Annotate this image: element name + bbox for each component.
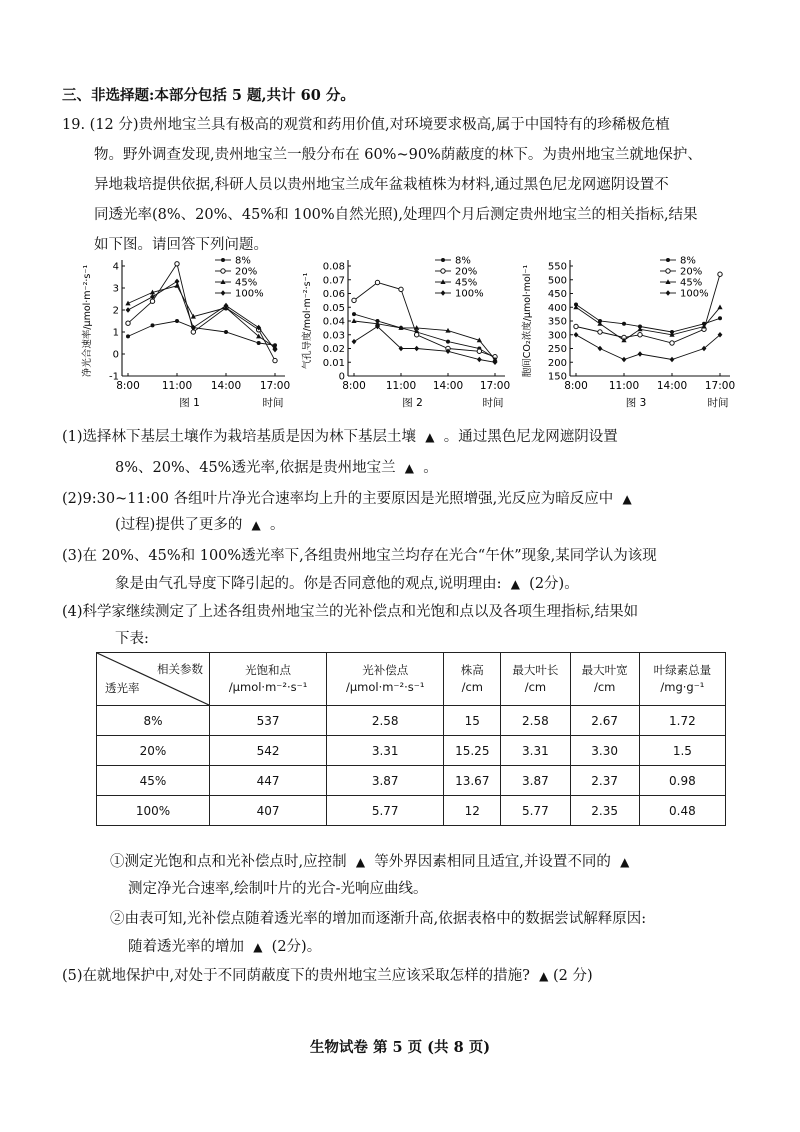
blank-triangle-icon: ▲	[425, 430, 435, 444]
data-point	[638, 351, 643, 357]
x-tick-label: 8:00	[564, 380, 588, 392]
table-cell: 537	[210, 706, 327, 736]
data-point	[446, 340, 450, 344]
table-cell: 3.30	[570, 736, 639, 766]
table-cell: 20%	[97, 736, 210, 766]
q19-line-3: 异地栽培提供依据,科研人员以贵州地宝兰成年盆栽植株为材料,通过黑色尼龙网遮阴设置不	[94, 177, 669, 193]
y-tick-label: -1	[109, 371, 119, 383]
y-tick-label: 3	[112, 283, 119, 295]
x-tick-label: 17:00	[259, 380, 291, 392]
y-tick-label: 250	[547, 344, 567, 355]
data-point	[622, 322, 626, 326]
diag-bottom-label: 透光率	[105, 681, 140, 695]
x-tick-label: 11:00	[385, 380, 417, 392]
data-point	[175, 319, 179, 323]
y-tick-label: 500	[547, 275, 567, 287]
answer-blank[interactable]	[506, 576, 524, 592]
data-point	[191, 330, 195, 334]
series-line	[576, 307, 720, 340]
y-axis-label: 胞间CO₂浓度/μmol·mol⁻¹	[522, 264, 533, 378]
y-tick-label: 200	[547, 357, 567, 369]
table-cell: 2.58	[501, 706, 570, 736]
data-point	[221, 269, 225, 273]
table-cell: 0.98	[639, 766, 725, 796]
q1-line-1	[62, 425, 618, 446]
y-tick-label: 2	[112, 305, 119, 317]
data-point	[441, 269, 445, 273]
chart-title: 图 3	[625, 397, 647, 409]
diag-top-label: 相关参数	[157, 662, 203, 676]
y-axis-label: 气孔导度/mol·m⁻²·s⁻¹	[302, 272, 313, 370]
data-point	[414, 333, 418, 337]
answer-blank[interactable]	[249, 939, 267, 955]
data-point	[224, 330, 228, 334]
legend-label: 20%	[680, 266, 703, 278]
y-tick-label: 0	[338, 371, 345, 383]
q1-text-c: 8%、20%、45%透光率,依据是贵州地宝兰	[115, 460, 396, 476]
blank-triangle-icon: ▲	[539, 969, 549, 983]
q4-2-line-1: ②由表可知,光补偿点随着透光率的增加而逐渐升高,依据表格中的数据尝试解释原因:	[110, 911, 647, 927]
data-point	[666, 258, 670, 262]
data-point	[638, 333, 642, 337]
legend-label: 8%	[680, 255, 696, 267]
section-title: 三、非选择题:本部分包括 5 题,共计 60 分。	[62, 87, 355, 104]
y-tick-label: 450	[547, 289, 567, 300]
x-tick-label: 14:00	[656, 380, 688, 392]
figure-2	[300, 248, 520, 422]
q3-text-b: 象是由气孔导度下降引起的。你是否同意他的观点,说明理由:	[115, 576, 502, 592]
data-point	[221, 290, 226, 296]
table-row	[97, 796, 726, 826]
legend-label: 45%	[235, 277, 258, 289]
series-line	[128, 321, 275, 345]
data-point	[221, 258, 225, 262]
series-line	[354, 327, 495, 363]
table-cell: 100%	[97, 796, 210, 826]
table-cell: 5.77	[327, 796, 444, 826]
q4-line-2: 下表:	[115, 631, 149, 647]
data-point	[126, 321, 130, 325]
blank-triangle-icon: ▲	[510, 577, 520, 591]
data-point	[670, 341, 674, 345]
q4-1-line-2: 测定净光合速率,绘制叶片的光合-光响应曲线。	[128, 881, 428, 897]
q4-2-text-b: 随着透光率的增加	[128, 939, 244, 955]
q4-1-text-a: ①测定光饱和点和光补偿点时,应控制	[110, 854, 347, 870]
table-header-row	[97, 653, 726, 706]
table-cell: 15.25	[444, 736, 501, 766]
data-point	[414, 346, 419, 352]
y-tick-label: 1	[112, 327, 119, 339]
chart-title: 图 1	[179, 397, 200, 409]
q4-2-line-2	[128, 935, 321, 956]
figure-3	[520, 248, 745, 422]
y-tick-label: 0.05	[322, 302, 345, 314]
answer-blank[interactable]	[616, 854, 630, 870]
blank-triangle-icon: ▲	[622, 492, 632, 506]
legend-label: 20%	[235, 266, 258, 278]
data-point	[718, 316, 722, 320]
data-point	[352, 298, 356, 302]
data-point	[352, 339, 357, 345]
legend-label: 45%	[680, 277, 703, 289]
blank-triangle-icon: ▲	[253, 940, 263, 954]
q3-line-2	[115, 572, 579, 593]
table-cell: 2.37	[570, 766, 639, 796]
x-tick-label: 17:00	[704, 380, 736, 392]
y-tick-label: 0.03	[322, 330, 345, 342]
y-tick-label: 0.08	[322, 261, 345, 273]
data-point	[150, 299, 154, 303]
data-point	[574, 324, 578, 328]
y-tick-label: 400	[547, 302, 567, 314]
table-cell: 12	[444, 796, 501, 826]
q19-line-1: 19. (12 分)贵州地宝兰具有极高的观赏和药用价值,对环境要求极高,属于中国特有的珍稀极危植	[62, 117, 670, 133]
table-cell: 5.77	[501, 796, 570, 826]
q2-line-1	[62, 487, 632, 508]
blank-triangle-icon: ▲	[251, 518, 261, 532]
header-max-leaf-width: 最大叶宽 /cm	[570, 653, 639, 706]
table-row	[97, 736, 726, 766]
q4-line-1: (4)科学家继续测定了上述各组贵州地宝兰的光补偿点和光饱和点以及各项生理指标,结果如	[62, 604, 639, 620]
legend-label: 100%	[455, 288, 484, 300]
blank-triangle-icon: ▲	[620, 855, 630, 869]
q1-text-a: (1)选择林下基层土壤作为栽培基质是因为林下基层土壤	[62, 429, 417, 445]
table-cell: 0.48	[639, 796, 725, 826]
q4-1-line-1	[110, 850, 629, 871]
table-cell: 407	[210, 796, 327, 826]
x-tick-label: 8:00	[116, 380, 140, 392]
y-tick-label: 0.02	[322, 344, 345, 355]
data-point	[477, 349, 481, 353]
table-diagonal-header	[97, 653, 210, 706]
q5-line	[62, 964, 593, 985]
data-point	[717, 304, 722, 309]
q3-line-1: (3)在 20%、45%和 100%透光率下,各组贵州地宝兰均存在光合“午休”现象,某同学认为该现	[62, 548, 657, 564]
blank-triangle-icon: ▲	[404, 461, 415, 475]
q5-text-a: (5)在就地保护中,对处于不同荫蔽度下的贵州地宝兰应该采取怎样的措施?	[62, 968, 530, 984]
data-point	[126, 307, 131, 313]
x-tick-label: 14:00	[432, 380, 464, 392]
data-point	[477, 357, 482, 363]
answer-blank[interactable]	[421, 429, 439, 445]
page-footer: 生物试卷 第 5 页 (共 8 页)	[309, 1039, 491, 1056]
header-plant-height: 株高 /cm	[444, 653, 501, 706]
y-tick-label: 300	[547, 330, 567, 342]
legend-label: 8%	[455, 255, 471, 267]
q19-line-4: 同透光率(8%、20%、45%和 100%自然光照),处理四个月后测定贵州地宝兰的相关指标,结果	[94, 207, 698, 223]
y-tick-label: 550	[547, 261, 567, 273]
y-tick-label: 0.07	[322, 275, 345, 287]
answer-blank[interactable]	[618, 491, 632, 507]
data-point	[666, 290, 671, 296]
data-point	[352, 312, 356, 316]
data-point	[441, 290, 446, 296]
data-point	[257, 341, 261, 345]
y-tick-label: 0	[112, 349, 119, 361]
table-cell: 3.31	[501, 736, 570, 766]
parameters-table	[96, 652, 726, 826]
table-cell: 2.35	[570, 796, 639, 826]
table-cell: 1.5	[639, 736, 725, 766]
q2-text-b: (过程)提供了更多的	[115, 517, 243, 533]
q3-text-c: (2分)。	[529, 576, 579, 592]
q1-text-b: 。通过黑色尼龙网遮阴设置	[443, 429, 618, 445]
table-cell: 1.72	[639, 706, 725, 736]
chart-title: 图 2	[402, 397, 423, 409]
series-line	[354, 321, 495, 360]
data-point	[670, 357, 675, 363]
legend-label: 100%	[235, 288, 264, 300]
data-point	[718, 272, 722, 276]
q2-text-a: (2)9:30~11:00 各组叶片净光合速率均上升的主要原因是光照增强,光反应为暗反应中	[62, 491, 614, 507]
legend-label: 100%	[680, 288, 709, 300]
data-point	[399, 287, 403, 291]
x-tick-label: 14:00	[210, 380, 242, 392]
legend-label: 20%	[455, 266, 478, 278]
table-cell: 2.58	[327, 706, 444, 736]
x-tick-label: 8:00	[342, 380, 366, 392]
data-point	[574, 332, 579, 338]
table-row	[97, 766, 726, 796]
x-tick-label: 11:00	[608, 380, 640, 392]
data-point	[175, 279, 180, 285]
table-cell: 3.87	[327, 766, 444, 796]
table-cell: 447	[210, 766, 327, 796]
legend-label: 45%	[455, 277, 478, 289]
chart-1-svg	[80, 248, 300, 418]
blank-triangle-icon: ▲	[355, 855, 366, 869]
table-cell: 15	[444, 706, 501, 736]
chart-3-svg	[520, 248, 745, 418]
x-tick-label: 17:00	[479, 380, 511, 392]
x-axis-label: 时间	[262, 397, 284, 409]
data-point	[441, 258, 445, 262]
q5-text-b: (2 分)	[552, 968, 593, 984]
chart-2-svg	[300, 248, 520, 418]
data-point	[375, 280, 379, 284]
table-cell: 2.67	[570, 706, 639, 736]
table-cell: 13.67	[444, 766, 501, 796]
header-max-leaf-length: 最大叶长 /cm	[501, 653, 570, 706]
q2-line-2	[115, 513, 285, 534]
data-point	[175, 262, 179, 266]
q19-line-2: 物。野外调查发现,贵州地宝兰一般分布在 60%~90%荫蔽度的林下。为贵州地宝兰就地保护、	[94, 147, 702, 163]
q1-line-2	[115, 456, 438, 477]
series-line	[354, 314, 495, 358]
y-axis-label: 净光合速率/μmol·m⁻²·s⁻¹	[82, 264, 93, 378]
answer-blank[interactable]	[400, 460, 418, 476]
legend-label: 8%	[235, 255, 251, 267]
table-cell: 8%	[97, 706, 210, 736]
data-point	[126, 334, 130, 338]
y-tick-label: 4	[112, 261, 119, 273]
series-line	[576, 335, 720, 360]
q4-1-text-b: 等外界因素相同且适宜,并设置不同的	[374, 854, 611, 870]
header-light-compensation: 光补偿点 /μmol·m⁻²·s⁻¹	[327, 653, 444, 706]
x-tick-label: 11:00	[161, 380, 193, 392]
data-point	[622, 357, 627, 363]
header-chlorophyll: 叶绿素总量 /mg·g⁻¹	[639, 653, 725, 706]
y-tick-label: 0.01	[322, 357, 345, 369]
answer-blank[interactable]	[535, 968, 549, 984]
y-tick-label: 0.04	[322, 316, 345, 328]
x-axis-label: 时间	[482, 397, 504, 409]
data-point	[598, 346, 603, 352]
table-cell: 3.31	[327, 736, 444, 766]
data-point	[273, 358, 277, 362]
figure-1	[80, 248, 300, 422]
q1-text-d: 。	[423, 460, 438, 476]
x-axis-label: 时间	[707, 397, 729, 409]
data-point	[151, 323, 155, 327]
table-row	[97, 706, 726, 736]
answer-blank[interactable]	[351, 854, 369, 870]
q4-2-text-c: (2分)。	[271, 939, 322, 955]
table-cell: 542	[210, 736, 327, 766]
q2-text-c: 。	[270, 517, 285, 533]
data-point	[351, 318, 356, 323]
table-cell: 45%	[97, 766, 210, 796]
y-tick-label: 150	[547, 371, 567, 383]
q19-line-5: 如下图。请回答下列问题。	[94, 237, 268, 253]
y-tick-label: 0.06	[322, 289, 345, 300]
answer-blank[interactable]	[247, 517, 265, 533]
y-tick-label: 350	[547, 316, 567, 328]
table-cell: 3.87	[501, 766, 570, 796]
data-point	[598, 330, 602, 334]
header-light-saturation: 光饱和点 /μmol·m⁻²·s⁻¹	[210, 653, 327, 706]
data-point	[666, 269, 670, 273]
